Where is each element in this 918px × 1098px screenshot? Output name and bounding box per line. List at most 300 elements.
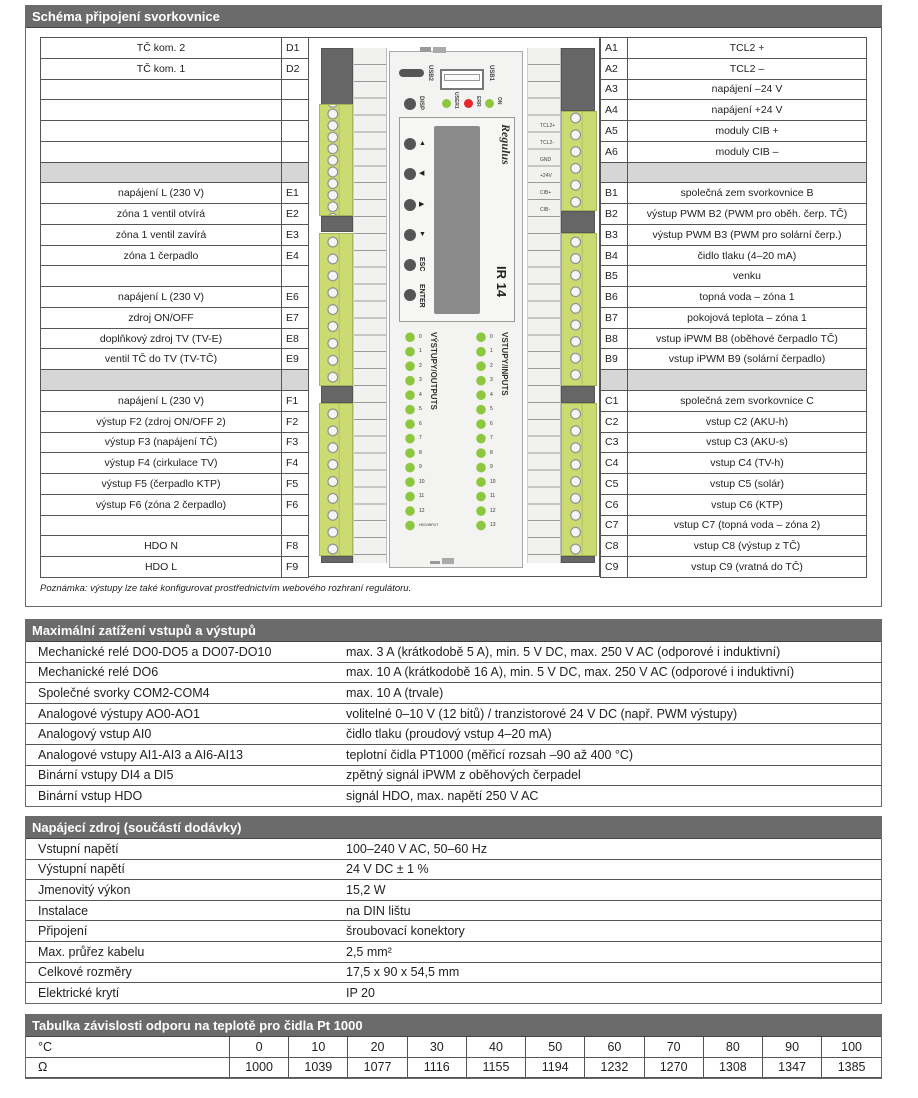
esc-label: ESC <box>418 257 425 272</box>
temperature-value: 90 <box>762 1037 821 1057</box>
terminal-row <box>41 307 309 328</box>
led-number: 8 <box>490 449 493 456</box>
terminal-row <box>601 141 867 162</box>
terminal-code: F5 <box>282 474 309 495</box>
spec-value: max. 10 A (trvale) <box>337 683 881 704</box>
terminal-function <box>41 515 282 536</box>
led-number: 12 <box>419 507 425 514</box>
power-supply-title: Napájecí zdroj (součástí dodávky) <box>26 817 881 839</box>
terminal-code: A6 <box>601 141 628 162</box>
terminal-code: B1 <box>601 183 628 204</box>
top-clip <box>420 47 431 52</box>
spec-label: Výstupní napětí <box>26 859 337 880</box>
controller-device-illustration <box>308 37 600 577</box>
usb1-label: USB1 <box>488 65 494 82</box>
terminal-function: ventil TČ do TV (TV-TČ) <box>41 349 282 370</box>
terminal-code: D1 <box>282 38 309 59</box>
terminal-function <box>41 370 282 391</box>
led-number: 0 <box>419 334 422 340</box>
terminal-row <box>601 245 867 266</box>
terminal-row <box>601 453 867 474</box>
spec-value: 17,5 x 90 x 54,5 mm <box>337 962 881 983</box>
terminal-function: vstup C7 (topná voda – zóna 2) <box>628 515 867 536</box>
led-user1-label: USER1 <box>453 92 459 109</box>
down-button <box>404 229 416 241</box>
pt1000-title: Tabulka závislosti odporu na teplotě pro čidla Pt 1000 <box>26 1015 881 1037</box>
strip-label: CIB+ <box>540 190 552 197</box>
micro-usb-port-icon <box>399 69 424 77</box>
terminal-function <box>41 162 282 183</box>
spec-label: Binární vstup HDO <box>26 786 337 806</box>
terminal-function: doplňkový zdroj TV (TV-E) <box>41 328 282 349</box>
inputs-label: VSTUPY/INPUTS <box>500 332 509 396</box>
terminal-function: výstup PWM B3 (PWM pro solární čerp.) <box>628 224 867 245</box>
terminal-function: vstup iPWM B9 (solární čerpadlo) <box>628 349 867 370</box>
led-number: 2 <box>419 362 422 369</box>
terminal-row <box>41 100 309 121</box>
terminal-block-a <box>561 111 597 211</box>
temperature-value: 30 <box>407 1037 466 1057</box>
terminal-code: B8 <box>601 328 628 349</box>
terminal-function: vstup C9 (vratná do TČ) <box>628 557 867 578</box>
separator-row <box>41 162 309 183</box>
strip-label: GND <box>540 156 552 163</box>
terminal-function: topná voda – zóna 1 <box>628 287 867 308</box>
max-load-section <box>25 619 882 807</box>
terminal-function: výstup PWM B2 (PWM pro oběh. čerp. TČ) <box>628 204 867 225</box>
spec-row <box>26 703 881 724</box>
led-number: 4 <box>490 391 493 398</box>
terminal-row <box>41 494 309 515</box>
terminal-code: C8 <box>601 536 628 557</box>
spec-row <box>26 662 881 683</box>
terminal-row <box>601 432 867 453</box>
terminal-code <box>282 141 309 162</box>
spec-value: na DIN lištu <box>337 900 881 921</box>
controller-front-panel <box>389 51 523 568</box>
terminal-row <box>41 391 309 412</box>
terminal-row <box>601 224 867 245</box>
resistance-value: 1347 <box>762 1057 821 1078</box>
terminal-function: napájení L (230 V) <box>41 391 282 412</box>
terminal-code: E7 <box>282 307 309 328</box>
terminal-row <box>601 391 867 412</box>
wiring-note: Poznámka: výstupy lze také konfigurovat prostřednictvím webového rozhraní regulátoru. <box>40 583 412 594</box>
terminal-row <box>41 79 309 100</box>
terminal-row <box>601 79 867 100</box>
temperature-value: 70 <box>644 1037 703 1057</box>
spec-label: Binární vstupy DI4 a DI5 <box>26 765 337 786</box>
terminal-function <box>41 100 282 121</box>
terminal-code: D2 <box>282 58 309 79</box>
spec-value: teplotní čidla PT1000 (měřicí rozsah –90 až 400 °C) <box>337 744 881 765</box>
terminal-code <box>282 370 309 391</box>
led-number: 8 <box>419 449 422 456</box>
spec-label: Mechanické relé DO0-DO5 a DO07-DO10 <box>38 644 272 659</box>
terminal-function <box>41 266 282 287</box>
separator-row <box>601 162 867 183</box>
terminal-function: vstup C2 (AKU-h) <box>628 411 867 432</box>
resistance-label: Ω <box>26 1057 230 1078</box>
terminal-function: napájení –24 V <box>628 79 867 100</box>
temperature-value: 40 <box>466 1037 525 1057</box>
resistance-value: 1232 <box>585 1057 644 1078</box>
terminal-row <box>41 266 309 287</box>
terminal-function <box>41 121 282 142</box>
terminal-code: F3 <box>282 432 309 453</box>
resistance-value: 1000 <box>230 1057 289 1078</box>
led-user1-icon <box>442 99 451 108</box>
terminal-code: B5 <box>601 266 628 287</box>
terminal-code: C6 <box>601 494 628 515</box>
wiring-section-title: Schéma připojení svorkovnice <box>26 6 881 28</box>
spec-label: Jmenovitý výkon <box>26 880 337 901</box>
terminal-function: zóna 1 ventil otvírá <box>41 204 282 225</box>
terminal-function: zdroj ON/OFF <box>41 307 282 328</box>
led-number: 7 <box>490 435 493 442</box>
terminal-function: společná zem svorkovnice B <box>628 183 867 204</box>
max-load-title: Maximální zatížení vstupů a výstupů <box>26 620 881 642</box>
spec-value: 100–240 V AC, 50–60 Hz <box>346 841 488 856</box>
resistance-value: 1116 <box>407 1057 466 1078</box>
bottom-clip <box>430 561 440 564</box>
connector-divider <box>321 556 353 563</box>
terminal-code: B7 <box>601 307 628 328</box>
arrow-down-icon: ▼ <box>419 231 426 238</box>
terminal-row <box>601 204 867 225</box>
terminal-code: B2 <box>601 204 628 225</box>
led-on-icon <box>485 99 494 108</box>
spec-value: volitelné 0–10 V (12 bitů) / tranzistorové 24 V DC (např. PWM výstupy) <box>337 703 881 724</box>
terminal-function: vstup C6 (KTP) <box>628 494 867 515</box>
led-number: 2 <box>490 362 493 369</box>
usb2-label: USB2 <box>427 65 433 82</box>
disp-button <box>404 98 416 110</box>
led-number: 3 <box>490 377 493 384</box>
terminal-code: C1 <box>601 391 628 412</box>
terminal-row <box>601 266 867 287</box>
terminal-code: B3 <box>601 224 628 245</box>
terminal-function: vstup C4 (TV-h) <box>628 453 867 474</box>
led-number: 11 <box>490 493 496 500</box>
terminal-row <box>41 515 309 536</box>
terminal-function: napájení L (230 V) <box>41 183 282 204</box>
terminal-code: E6 <box>282 287 309 308</box>
output-led-column <box>404 330 416 533</box>
terminal-block-d <box>319 104 353 216</box>
power-supply-section <box>25 816 882 1004</box>
terminal-function: výstup F3 (napájení TČ) <box>41 432 282 453</box>
terminal-row <box>41 411 309 432</box>
spec-label: Analogové výstupy AO0-AO1 <box>26 703 337 724</box>
terminal-function: pokojová teplota – zóna 1 <box>628 307 867 328</box>
led-number: 4 <box>419 391 422 398</box>
led-number: 1 <box>490 348 493 355</box>
strip-label: CIB- <box>540 206 550 213</box>
spec-row <box>26 786 881 806</box>
terminal-code: C5 <box>601 474 628 495</box>
temperature-value: 60 <box>585 1037 644 1057</box>
spec-row <box>26 765 881 786</box>
terminal-code: E3 <box>282 224 309 245</box>
spec-value: 15,2 W <box>337 880 881 901</box>
terminal-code <box>601 370 628 391</box>
separator-row <box>601 370 867 391</box>
terminal-function: moduly CIB + <box>628 121 867 142</box>
arrow-up-icon: ▲ <box>419 140 426 147</box>
terminal-row <box>41 432 309 453</box>
max-load-table <box>26 642 881 806</box>
terminal-code: F1 <box>282 391 309 412</box>
brand-logo: Regulus <box>499 124 513 165</box>
strip-label: TCL2+ <box>540 123 556 129</box>
terminal-function: společná zem svorkovnice C <box>628 391 867 412</box>
led-on-label: ON <box>496 97 502 105</box>
spec-label: Instalace <box>26 900 337 921</box>
spec-row <box>26 859 881 880</box>
terminal-row <box>601 494 867 515</box>
spec-row <box>26 962 881 983</box>
led-number: 9 <box>490 464 493 471</box>
temperature-value: 100 <box>822 1037 881 1057</box>
arrow-right-icon: ▶ <box>419 201 425 208</box>
right-button <box>404 199 416 211</box>
resistance-value: 1194 <box>526 1057 585 1078</box>
terminal-row <box>601 121 867 142</box>
terminal-function: zóna 1 čerpadlo <box>41 245 282 266</box>
terminal-row <box>601 474 867 495</box>
terminal-code: A3 <box>601 79 628 100</box>
terminal-code: C2 <box>601 411 628 432</box>
led-number: 10 <box>490 478 496 485</box>
terminal-code <box>282 121 309 142</box>
spec-label: Analogové vstupy AI1-AI3 a AI6-AI13 <box>26 744 337 765</box>
input-led-column <box>475 330 487 533</box>
terminal-code <box>282 515 309 536</box>
terminal-code <box>282 266 309 287</box>
resistance-value: 1308 <box>703 1057 762 1078</box>
power-supply-table <box>26 839 881 1003</box>
outputs-label: VÝSTUPY/OUTPUTS <box>429 332 438 410</box>
terminal-code: B6 <box>601 287 628 308</box>
terminal-block-e <box>319 233 353 386</box>
terminal-function: vstup C5 (solár) <box>628 474 867 495</box>
lcd-display <box>434 126 480 314</box>
terminal-row <box>41 474 309 495</box>
disp-label: DISP <box>418 96 424 111</box>
resistance-row <box>26 1057 881 1078</box>
resistance-value: 1270 <box>644 1057 703 1078</box>
terminal-function: HDO L <box>41 557 282 578</box>
terminal-code <box>282 100 309 121</box>
spec-row <box>26 839 881 859</box>
terminal-code: A5 <box>601 121 628 142</box>
led-number: 6 <box>490 420 493 427</box>
terminal-row <box>601 557 867 578</box>
terminal-code: F8 <box>282 536 309 557</box>
esc-button <box>404 259 416 271</box>
spec-row <box>26 724 881 745</box>
terminal-function: vstup iPWM B8 (oběhové čerpadlo TČ) <box>628 328 867 349</box>
terminal-code: F2 <box>282 411 309 432</box>
spec-row <box>26 683 881 704</box>
terminal-function: moduly CIB – <box>628 141 867 162</box>
spec-row <box>26 941 881 962</box>
pt1000-section <box>25 1014 882 1079</box>
terminal-function <box>41 141 282 162</box>
terminal-code: C3 <box>601 432 628 453</box>
terminal-row <box>41 245 309 266</box>
terminal-code <box>601 162 628 183</box>
enter-label: ENTER <box>418 284 425 308</box>
terminal-function: TCL2 + <box>628 38 867 59</box>
led-number: HDO/INPUT <box>419 523 439 528</box>
terminal-code: F9 <box>282 557 309 578</box>
left-terminal-table <box>40 37 309 578</box>
left-connector-housing <box>321 48 353 106</box>
spec-label: Max. průřez kabelu <box>26 941 337 962</box>
spec-label: Elektrické krytí <box>26 983 337 1003</box>
terminal-row <box>601 58 867 79</box>
left-label-strip <box>353 48 387 563</box>
spec-value: max. 10 A (krátkodobě 16 A), min. 5 V DC, max. 250 V AC (odporové i induktivní) <box>337 662 881 683</box>
terminal-code: B9 <box>601 349 628 370</box>
wiring-section <box>25 5 882 607</box>
spec-value: zpětný signál iPWM z oběhových čerpadel <box>337 765 881 786</box>
terminal-row <box>601 38 867 59</box>
terminal-code: E1 <box>282 183 309 204</box>
usb-a-port-icon <box>440 69 484 90</box>
spec-value: 24 V DC ± 1 % <box>337 859 881 880</box>
terminal-row <box>601 515 867 536</box>
bottom-clip <box>442 558 454 564</box>
terminal-function: výstup F4 (cirkulace TV) <box>41 453 282 474</box>
connector-divider <box>561 386 595 403</box>
resistance-value: 1077 <box>348 1057 407 1078</box>
terminal-code: B4 <box>601 245 628 266</box>
terminal-row <box>41 224 309 245</box>
temperature-value: 10 <box>289 1037 348 1057</box>
spec-label: Společné svorky COM2-COM4 <box>26 683 337 704</box>
led-err-label: ERR <box>475 96 481 107</box>
terminal-function <box>628 162 867 183</box>
temperature-label: °C <box>26 1037 230 1057</box>
connector-divider <box>561 556 595 563</box>
top-clip <box>433 47 446 53</box>
strip-a-labels <box>540 123 555 224</box>
terminal-row <box>601 328 867 349</box>
terminal-row <box>41 58 309 79</box>
terminal-function <box>628 370 867 391</box>
connector-divider <box>321 216 353 232</box>
terminal-block-c <box>561 403 597 556</box>
terminal-row <box>41 287 309 308</box>
terminal-row <box>41 536 309 557</box>
terminal-function: vstup C3 (AKU-s) <box>628 432 867 453</box>
spec-label: Analogový vstup AI0 <box>26 724 337 745</box>
spec-value: signál HDO, max. napětí 250 V AC <box>337 786 881 806</box>
terminal-row <box>601 411 867 432</box>
strip-label: +24V <box>540 173 552 180</box>
terminal-row <box>601 349 867 370</box>
terminal-code <box>282 79 309 100</box>
temperature-value: 0 <box>230 1037 289 1057</box>
terminal-function: zóna 1 ventil zavírá <box>41 224 282 245</box>
terminal-row <box>601 536 867 557</box>
spec-value: šroubovací konektory <box>337 921 881 942</box>
terminal-row <box>41 183 309 204</box>
temperature-row <box>26 1037 881 1057</box>
spec-label: Připojení <box>26 921 337 942</box>
terminal-code <box>282 162 309 183</box>
terminal-code: A4 <box>601 100 628 121</box>
terminal-code: E8 <box>282 328 309 349</box>
terminal-function: výstup F6 (zóna 2 čerpadlo) <box>41 494 282 515</box>
terminal-function: výstup F5 (čerpadlo KTP) <box>41 474 282 495</box>
terminal-row <box>41 557 309 578</box>
terminal-code: E2 <box>282 204 309 225</box>
terminal-row <box>601 100 867 121</box>
temperature-value: 80 <box>703 1037 762 1057</box>
right-terminal-table <box>600 37 867 578</box>
terminal-row <box>41 349 309 370</box>
spec-value: 2,5 mm² <box>337 941 881 962</box>
resistance-value: 1385 <box>822 1057 881 1078</box>
spec-row <box>26 744 881 765</box>
terminal-code: F6 <box>282 494 309 515</box>
terminal-function <box>41 79 282 100</box>
spec-row <box>26 983 881 1003</box>
led-number: 5 <box>490 406 493 413</box>
spec-label: Celkové rozměry <box>26 962 337 983</box>
terminal-function: čidlo tlaku (4–20 mA) <box>628 245 867 266</box>
terminal-function: výstup F2 (zdroj ON/OFF 2) <box>41 411 282 432</box>
connector-divider <box>561 211 595 233</box>
led-number: 12 <box>490 507 496 514</box>
spec-value: čidlo tlaku (proudový vstup 4–20 mA) <box>337 724 881 745</box>
terminal-code: A2 <box>601 58 628 79</box>
spec-row <box>26 921 881 942</box>
terminal-function: vstup C8 (výstup z TČ) <box>628 536 867 557</box>
temperature-value: 20 <box>348 1037 407 1057</box>
led-number: 0 <box>490 334 493 340</box>
led-number: 13 <box>490 522 496 529</box>
terminal-row <box>601 183 867 204</box>
terminal-row <box>601 287 867 308</box>
led-number: 3 <box>419 377 422 384</box>
spec-row <box>26 900 881 921</box>
terminal-row <box>41 38 309 59</box>
terminal-function: TCL2 – <box>628 58 867 79</box>
terminal-function: TČ kom. 2 <box>41 38 282 59</box>
terminal-function: napájení +24 V <box>628 100 867 121</box>
spec-label: Mechanické relé DO6 <box>26 662 337 683</box>
terminal-function: TČ kom. 1 <box>41 58 282 79</box>
resistance-value: 1155 <box>466 1057 525 1078</box>
led-err-icon <box>464 99 473 108</box>
model-label: IR 14 <box>494 266 509 298</box>
enter-button <box>404 289 416 301</box>
terminal-row <box>41 141 309 162</box>
left-button <box>404 168 416 180</box>
terminal-code: C4 <box>601 453 628 474</box>
led-number: 10 <box>419 478 425 485</box>
terminal-row <box>41 204 309 225</box>
spec-row <box>26 880 881 901</box>
temperature-value: 50 <box>526 1037 585 1057</box>
connector-divider <box>321 386 353 403</box>
led-number: 11 <box>419 493 425 500</box>
